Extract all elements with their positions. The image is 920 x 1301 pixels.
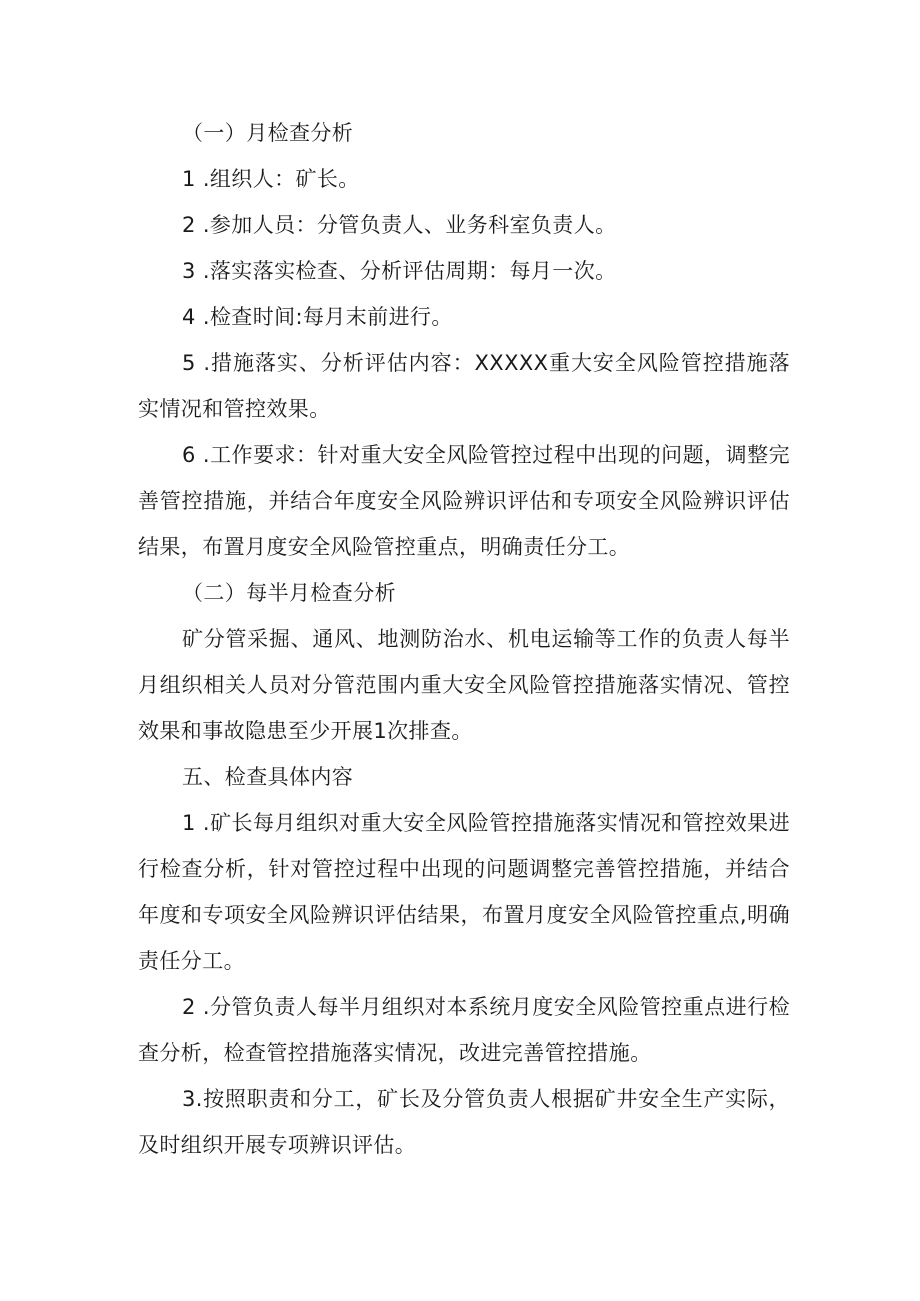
section-heading-monthly-check: （一）月检查分析 bbox=[182, 121, 354, 145]
item-content: 5 .措施落实、分析评估内容：XXXXX重大安全风险管控措施落实情况和管控效果。 bbox=[138, 351, 790, 421]
item-work-requirements: 6 .工作要求：针对重大安全风险管控过程中出现的问题，调整完善管控措施，并结合年度安全风险辨识评估和专项安全风险辨识评估结果，布置月度安全风险管控重点，明确责任分工。 bbox=[138, 443, 790, 559]
content-item-2: 2 .分管负责人每半月组织对本系统月度安全风险管控重点进行检查分析，检查管控措施落实情况，改进完善管控措施。 bbox=[138, 995, 790, 1065]
document-body bbox=[138, 110, 790, 1168]
content-item-1: 1 .矿长每月组织对重大安全风险管控措施落实情况和管控效果进行检查分析，针对管控过程中出现的问题调整完善管控措施，并结合年度和专项安全风险辨识评估结果，布置月度安全风险管控重点,明确责任分工。 bbox=[138, 811, 790, 973]
section-heading-check-content: 五、检查具体内容 bbox=[182, 765, 354, 789]
semimonthly-description: 矿分管采掘、通风、地测防治水、机电运输等工作的负责人每半月组织相关人员对分管范围内重大安全风险管控措施落实情况、管控效果和事故隐患至少开展1次排查。 bbox=[138, 627, 790, 743]
item-check-time: 4 .检查时间:每月末前进行。 bbox=[182, 305, 453, 329]
item-organizer: 1 .组织人：矿长。 bbox=[182, 167, 360, 191]
content-item-3: 3.按照职责和分工，矿长及分管负责人根据矿井安全生产实际，及时组织开展专项辨识评估。 bbox=[138, 1087, 790, 1157]
item-period: 3 .落实落实检查、分析评估周期：每月一次。 bbox=[182, 259, 617, 283]
item-participants: 2 .参加人员：分管负责人、业务科室负责人。 bbox=[182, 213, 617, 237]
section-heading-semimonthly-check: （二）每半月检查分析 bbox=[182, 581, 396, 605]
